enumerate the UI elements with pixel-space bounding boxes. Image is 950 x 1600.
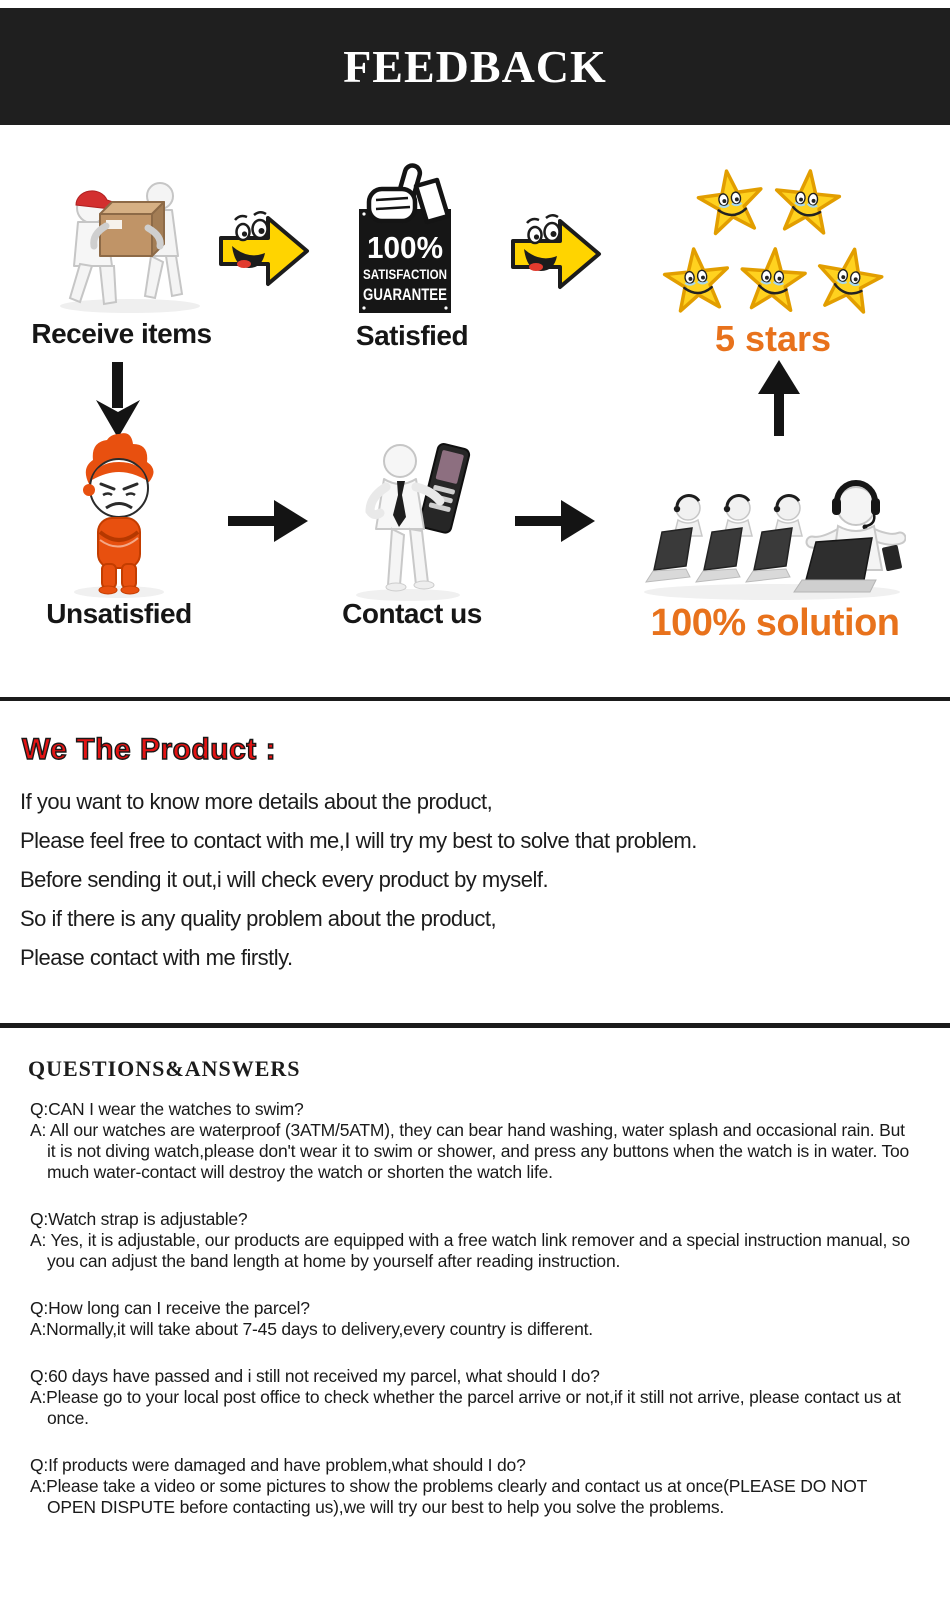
qa-answer: A:Please go to your local post office to check whether the parcel arrive or not,if it still not arrive, please contact us at once. bbox=[30, 1387, 901, 1428]
qa-question: Q:CAN I wear the watches to swim? bbox=[30, 1099, 304, 1119]
product-paragraph: Please feel free to contact with me,I will try my best to solve that problem. bbox=[20, 828, 697, 853]
qa-question: Q:How long can I receive the parcel? bbox=[30, 1298, 310, 1318]
up-arrow-icon bbox=[756, 360, 802, 436]
qa-item bbox=[30, 1366, 915, 1429]
page-title: FEEDBACK bbox=[343, 41, 607, 92]
product-paragraphs bbox=[20, 790, 935, 985]
qa-section-heading: QUESTIONS&ANSWERS bbox=[28, 1056, 301, 1081]
right-arrow-icon bbox=[515, 498, 595, 544]
smiley-star-icon bbox=[662, 246, 732, 316]
satisfied-label: Satisfied bbox=[355, 320, 469, 351]
badge-percent-text: 100% bbox=[367, 230, 443, 265]
smiley-star-icon bbox=[772, 168, 842, 238]
qa-list bbox=[30, 1099, 915, 1544]
qa-item bbox=[30, 1209, 915, 1272]
smiley-arrow-icon bbox=[505, 208, 605, 300]
down-arrow-icon bbox=[95, 362, 141, 438]
smiley-star-icon bbox=[696, 168, 766, 238]
badge-satisfaction-text: SATISFACTION bbox=[363, 267, 447, 282]
solution-label: 100% solution bbox=[650, 602, 900, 644]
support-team-illustration bbox=[638, 450, 906, 602]
contact-us-label: Contact us bbox=[342, 598, 482, 629]
qa-item bbox=[30, 1099, 915, 1183]
qa-question: Q:If products were damaged and have problem,what should I do? bbox=[30, 1455, 526, 1475]
product-paragraph: If you want to know more details about the product, bbox=[20, 789, 493, 814]
qa-answer: A: Yes, it is adjustable, our products are equipped with a free watch link remover and a special instruction manual, so you can adjust the band length at home by yourself after reading instruction. bbox=[30, 1230, 910, 1271]
receive-items-label: Receive items bbox=[31, 318, 212, 349]
five-stars-label: 5 stars bbox=[714, 318, 832, 359]
qa-item bbox=[30, 1298, 915, 1340]
product-paragraph: Please contact with me firstly. bbox=[20, 945, 293, 970]
unsatisfied-label: Unsatisfied bbox=[46, 598, 192, 629]
section-divider bbox=[0, 1023, 950, 1028]
smiley-star-icon bbox=[814, 246, 884, 316]
contact-phone-illustration bbox=[348, 435, 476, 603]
qa-question: Q:60 days have passed and i still not received my parcel, what should I do? bbox=[30, 1366, 600, 1386]
badge-guarantee-text: GUARANTEE bbox=[363, 286, 447, 304]
smiley-arrow-icon bbox=[213, 205, 313, 297]
section-divider bbox=[0, 697, 950, 701]
product-paragraph: Before sending it out,i will check every product by myself. bbox=[20, 867, 549, 892]
angry-character-illustration bbox=[62, 432, 177, 600]
qa-answer: A: All our watches are waterproof (3ATM/5ATM), they can bear hand washing, water splash and occasional rain. But it is not diving watch,please don't wear it to swim or shower, and press any buttons when the watch is in water. Too much water-contact will destroy the watch or shorten the watch life. bbox=[30, 1120, 910, 1182]
qa-answer: A:Please take a video or some pictures to show the problems clearly and contact us at once(PLEASE DO NOT OPEN DISPUTE before contacting us),we will try our best to help you solve the problems. bbox=[30, 1476, 867, 1517]
qa-answer: A:Normally,it will take about 7-45 days to delivery,every country is different. bbox=[30, 1319, 593, 1339]
delivery-illustration bbox=[48, 158, 213, 316]
qa-question: Q:Watch strap is adjustable? bbox=[30, 1209, 248, 1229]
right-arrow-icon bbox=[228, 498, 308, 544]
product-paragraph: So if there is any quality problem about the product, bbox=[20, 906, 497, 931]
five-stars-group bbox=[650, 162, 890, 322]
smiley-star-icon bbox=[738, 246, 808, 316]
header-banner bbox=[0, 8, 950, 125]
qa-item bbox=[30, 1455, 915, 1518]
product-section-heading: We The Product : bbox=[22, 733, 277, 766]
thumbs-up-guarantee-badge bbox=[352, 162, 458, 320]
